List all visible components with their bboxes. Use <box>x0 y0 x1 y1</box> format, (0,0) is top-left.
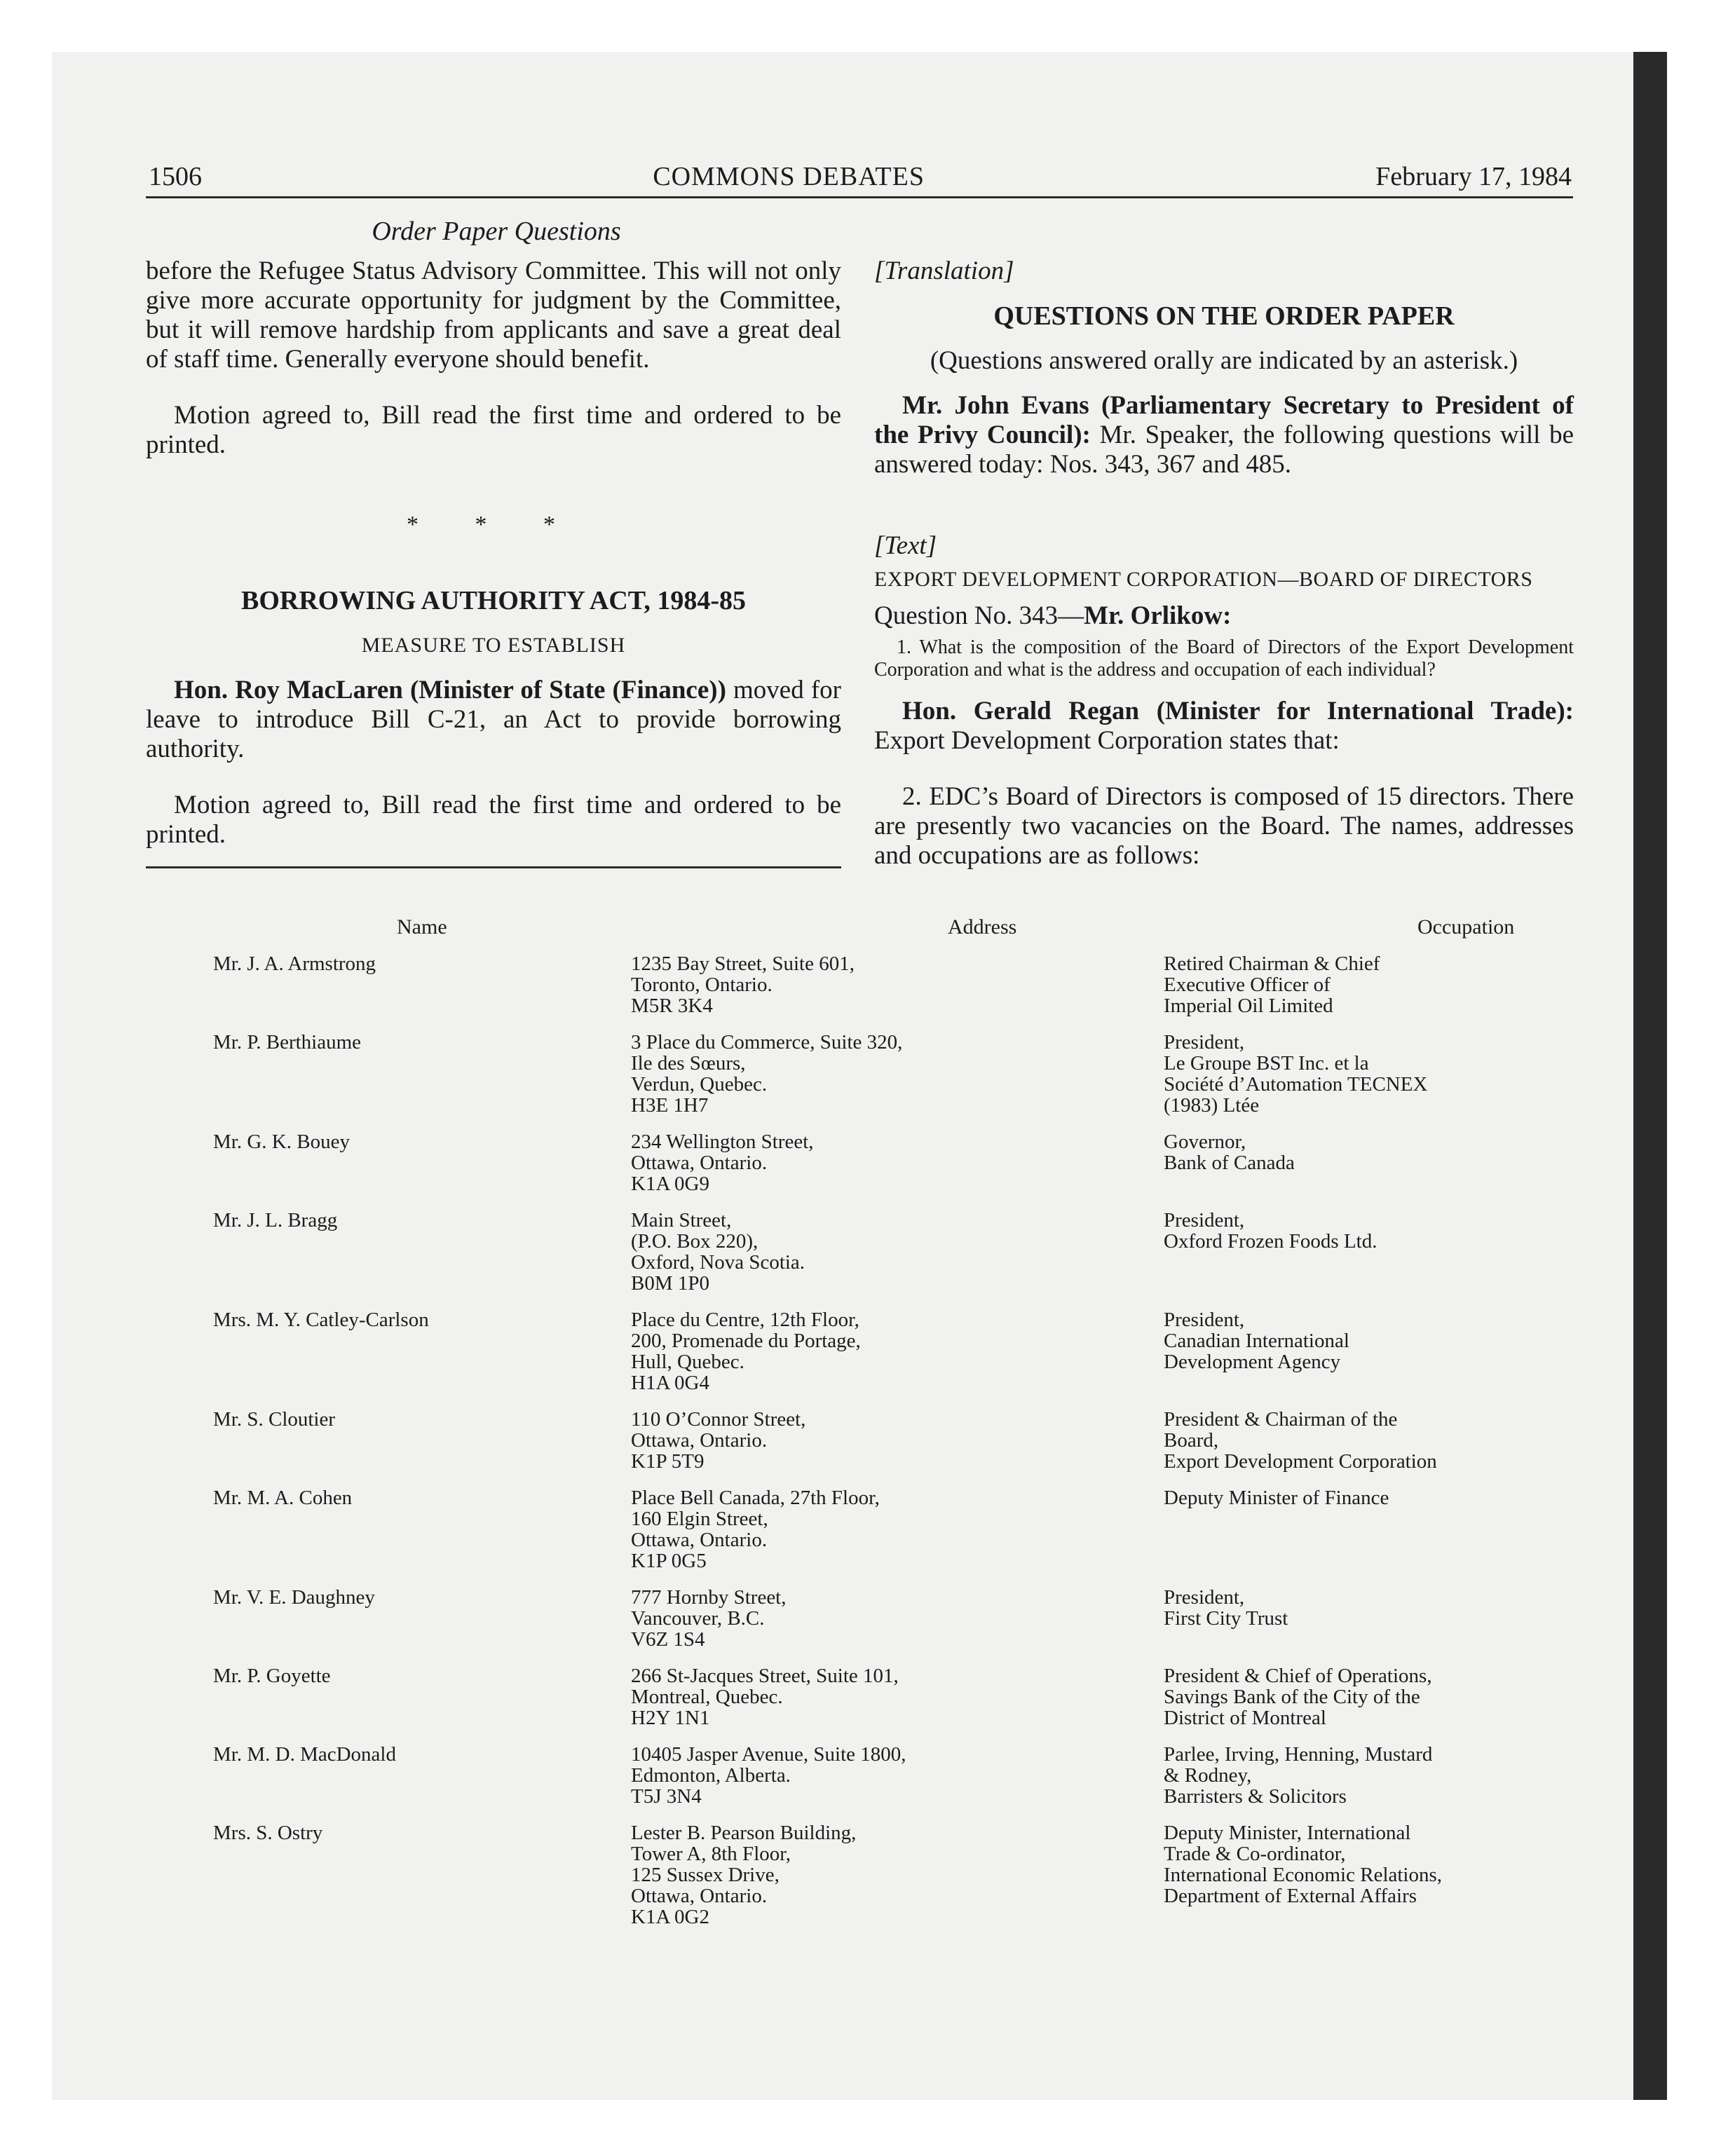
director-address: Lester B. Pearson Building, Tower A, 8th Floor, 125 Sussex Drive, Ottawa, Ontario. K1A 0G2 <box>631 1822 857 1928</box>
speech-text-3: Export Development Corporation states that: <box>874 726 1340 755</box>
table-row <box>149 953 1579 1032</box>
running-header <box>149 161 1572 192</box>
director-occupation: President & Chief of Operations, Savings Bank of the City of the District of Montreal <box>1164 1665 1432 1729</box>
director-address: 110 O’Connor Street, Ottawa, Ontario. K1P 5T9 <box>631 1408 806 1473</box>
right-column <box>874 257 1574 871</box>
header-date: February 17, 1984 <box>1375 162 1572 191</box>
table-header-row <box>149 917 1579 953</box>
director-address: 266 St-Jacques Street, Suite 101, Montreal, Quebec. H2Y 1N1 <box>631 1665 899 1729</box>
question-text: 1. What is the composition of the Board of Directors of the Export Development Corporation and what is the address and occupation of each individual? <box>874 636 1574 681</box>
speaker-name-3: Hon. Gerald Regan (Minister for International Trade): <box>902 697 1574 725</box>
director-occupation: Governor, Bank of Canada <box>1164 1131 1295 1174</box>
act-title: BORROWING AUTHORITY ACT, 1984-85 <box>241 586 746 615</box>
director-address: 1235 Bay Street, Suite 601, Toronto, Ontario. M5R 3K4 <box>631 953 855 1017</box>
section-title: QUESTIONS ON THE ORDER PAPER <box>993 301 1455 331</box>
director-occupation: President, Canadian International Development Agency <box>1164 1309 1349 1373</box>
speech-text-1: moved for leave to introduce Bill C-21, an Act to provide borrowing authority. <box>146 676 841 763</box>
director-address: 234 Wellington Street, Ottawa, Ontario. K1A 0G9 <box>631 1131 814 1195</box>
director-occupation: Retired Chairman & Chief Executive Officer of Imperial Oil Limited <box>1164 953 1380 1017</box>
director-occupation: Deputy Minister, International Trade & Co-ordinator, International Economic Relations, Department of External Affairs <box>1164 1822 1443 1907</box>
translation-tag: [Translation] <box>874 257 1014 285</box>
speaker-name-2: Mr. John Evans (Parliamentary Secretary to President of the Privy Council): <box>874 391 1574 449</box>
table-row <box>149 1587 1579 1665</box>
page-number: 1506 <box>149 162 202 191</box>
motion-paragraph-2: Motion agreed to, Bill read the first time and ordered to be printed. <box>146 791 841 849</box>
director-name: Mr. M. A. Cohen <box>213 1487 353 1509</box>
motion-paragraph-1: Motion agreed to, Bill read the first time and ordered to be printed. <box>146 401 841 459</box>
director-occupation: Deputy Minister of Finance <box>1164 1487 1389 1509</box>
answer-paragraph: 2. EDC’s Board of Directors is composed of 15 directors. There are presently two vacancies on the Board. The names, addresses and occupations are as follows: <box>874 782 1574 870</box>
section-caption: Order Paper Questions <box>372 217 621 246</box>
speech-paragraph-3 <box>874 697 1574 756</box>
speech-text-2: Mr. Speaker, the following questions will be answered today: Nos. 343, 367 and 485. <box>874 421 1574 479</box>
question-asker: Mr. Orlikow: <box>1084 601 1232 630</box>
director-name: Mrs. S. Ostry <box>213 1822 323 1844</box>
act-subtitle: MEASURE TO ESTABLISH <box>361 634 626 657</box>
table-row <box>149 1131 1579 1210</box>
director-address: 3 Place du Commerce, Suite 320, Ile des Sœurs, Verdun, Quebec. H3E 1H7 <box>631 1031 903 1117</box>
table-row <box>149 1744 1579 1822</box>
text-tag: [Text] <box>874 531 937 560</box>
director-address: Place Bell Canada, 27th Floor, 160 Elgin Street, Ottawa, Ontario. K1P 0G5 <box>631 1487 880 1572</box>
director-address: Main Street, (P.O. Box 220), Oxford, Nova Scotia. B0M 1P0 <box>631 1209 805 1295</box>
question-label: Question No. 343— <box>874 601 1084 630</box>
table-row <box>149 1309 1579 1409</box>
director-name: Mrs. M. Y. Catley-Carlson <box>213 1309 429 1331</box>
director-address: 777 Hornby Street, Vancouver, B.C. V6Z 1S4 <box>631 1586 787 1651</box>
director-address: 10405 Jasper Avenue, Suite 1800, Edmonton, Alberta. T5J 3N4 <box>631 1743 906 1808</box>
section-separator: * * * <box>407 512 580 538</box>
table-row <box>149 1665 1579 1744</box>
column-end-rule <box>146 866 841 868</box>
publication-title: COMMONS DEBATES <box>653 162 925 191</box>
director-name: Mr. G. K. Bouey <box>213 1131 350 1153</box>
directors-table <box>149 917 1579 1935</box>
director-address: Place du Centre, 12th Floor, 200, Promenade du Portage, Hull, Quebec. H1A 0G4 <box>631 1309 861 1394</box>
table-row <box>149 1409 1579 1487</box>
director-occupation: President, First City Trust <box>1164 1586 1288 1630</box>
header-rule <box>146 196 1573 198</box>
column-header-address: Address <box>948 915 1017 939</box>
director-name: Mr. J. A. Armstrong <box>213 953 376 975</box>
table-row <box>149 1822 1579 1935</box>
continued-paragraph: before the Refugee Status Advisory Committee. This will not only give more accurate opportunity for judgment by the Committee, but it will remove hardship from applicants and save a great deal of staff time. Generally everyone should benefit. <box>146 257 841 374</box>
question-line <box>874 601 1574 631</box>
speech-paragraph-2 <box>874 391 1574 479</box>
director-occupation: Parlee, Irving, Henning, Mustard & Rodney, Barristers & Solicitors <box>1164 1743 1433 1808</box>
director-name: Mr. P. Berthiaume <box>213 1031 362 1053</box>
speech-paragraph-1 <box>146 676 841 764</box>
left-column <box>146 257 841 868</box>
subject-heading: EXPORT DEVELOPMENT CORPORATION—BOARD OF DIRECTORS <box>874 568 1533 591</box>
table-row <box>149 1487 1579 1587</box>
table-row <box>149 1032 1579 1131</box>
director-name: Mr. M. D. MacDonald <box>213 1743 396 1766</box>
asterisk-note: (Questions answered orally are indicated by an asterisk.) <box>930 346 1518 375</box>
director-name: Mr. J. L. Bragg <box>213 1209 338 1231</box>
director-occupation: President, Oxford Frozen Foods Ltd. <box>1164 1209 1377 1253</box>
speaker-name-1: Hon. Roy MacLaren (Minister of State (Finance)) <box>174 676 726 704</box>
column-header-occupation: Occupation <box>1417 915 1515 939</box>
director-name: Mr. P. Goyette <box>213 1665 331 1687</box>
director-name: Mr. V. E. Daughney <box>213 1586 375 1609</box>
director-name: Mr. S. Cloutier <box>213 1408 336 1431</box>
column-header-name: Name <box>397 915 447 939</box>
director-occupation: President, Le Groupe BST Inc. et la Société d’Automation TECNEX (1983) Ltée <box>1164 1031 1428 1117</box>
table-row <box>149 1210 1579 1309</box>
director-occupation: President & Chairman of the Board, Export Development Corporation <box>1164 1408 1437 1473</box>
